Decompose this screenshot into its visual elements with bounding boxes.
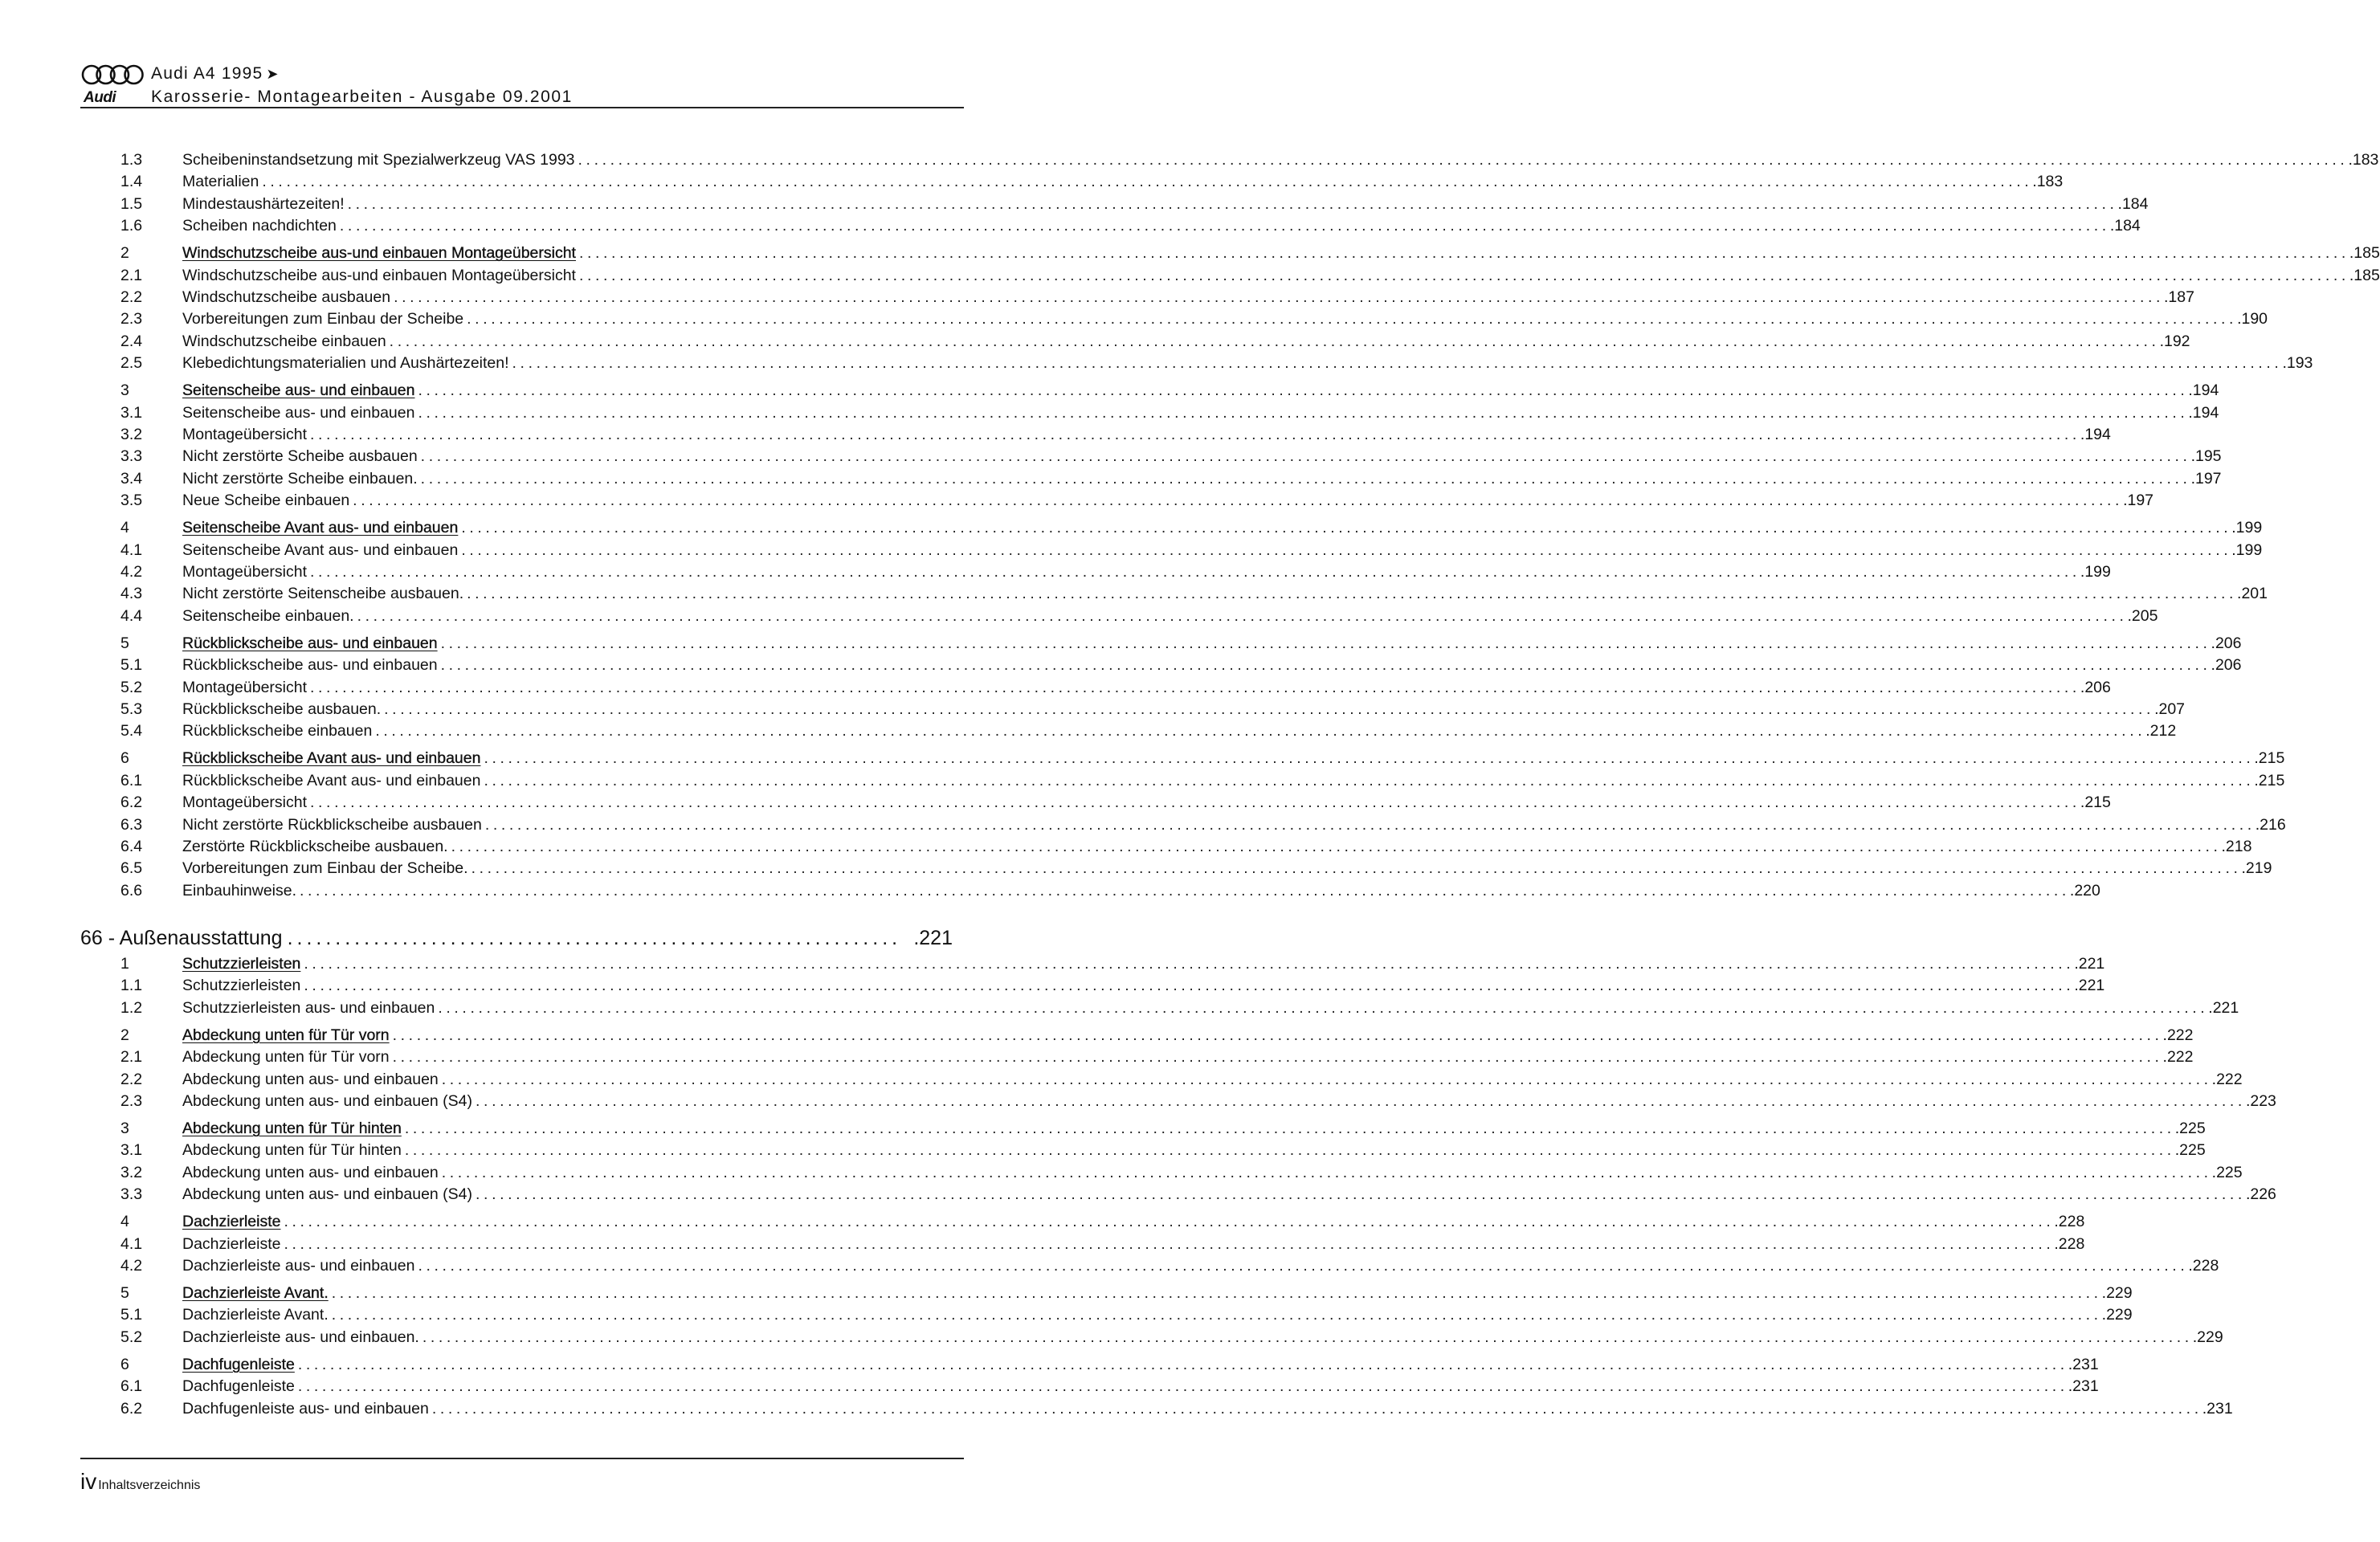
leader-dots: ............................................................................................................................................................................................................................ bbox=[389, 332, 2160, 350]
toc-entry-title: Seitenscheibe aus- und einbauen bbox=[182, 403, 415, 422]
toc-entry-page: .231 bbox=[2068, 1377, 2099, 1396]
toc-entry-row[interactable] bbox=[120, 1046, 2194, 1067]
toc-entry-number: 4.4 bbox=[120, 606, 143, 625]
leader-dots: ............................................................................................................................................................................................................................ bbox=[297, 1377, 2068, 1396]
leader-dots: ............................................................................................................................................................................................................................ bbox=[357, 606, 2128, 625]
chapter-page: .221 bbox=[913, 927, 953, 949]
toc-entry-number: 6.1 bbox=[120, 1377, 143, 1396]
toc-entry-title: Scheiben nachdichten bbox=[182, 217, 337, 235]
leader-dots: ............................................................................................................................................................................................................................ bbox=[467, 585, 2238, 603]
toc-entry-row[interactable] bbox=[120, 1184, 2276, 1205]
leader-dots: ............................................................................................................................................................................................................................ bbox=[431, 1399, 2202, 1418]
toc-entry-row[interactable] bbox=[120, 836, 2252, 857]
leader-dots: ............................................................................................................................................................................................................................ bbox=[384, 700, 2155, 718]
toc-entry-page: .231 bbox=[2068, 1355, 2099, 1373]
toc-entry-row[interactable] bbox=[120, 1327, 2223, 1348]
toc-entry-title: Abdeckung unten für Tür hinten bbox=[182, 1141, 402, 1160]
leader-dots: ............................................................................................................................................................................................................................ bbox=[422, 1328, 2193, 1346]
toc-entry-number: 2 bbox=[120, 1026, 129, 1044]
toc-entry-title: Windschutzscheibe ausbauen bbox=[182, 288, 391, 306]
leader-dots: ............................................................................................................................................................................................................................ bbox=[471, 859, 2242, 878]
audi-wordmark: Audi bbox=[84, 89, 116, 106]
toc-entry-row[interactable] bbox=[120, 770, 2285, 791]
toc-entry-row[interactable] bbox=[120, 149, 2379, 170]
toc-section-row[interactable] bbox=[120, 1118, 2206, 1139]
toc-entry-number: 2.5 bbox=[120, 354, 143, 373]
toc-section-row[interactable] bbox=[120, 1354, 2099, 1375]
toc-entry-page: .222 bbox=[2162, 1048, 2194, 1067]
toc-entry-row[interactable] bbox=[120, 265, 2380, 286]
leader-dots: ............................................................................................................................................................................................................................ bbox=[441, 1163, 2212, 1181]
leader-dots: ............................................................................................................................................................................................................................ bbox=[347, 194, 2118, 213]
toc-entry-title: Nicht zerstörte Scheibe ausbauen bbox=[182, 447, 418, 466]
toc-entry-number: 5.4 bbox=[120, 722, 143, 740]
toc-entry-page: .199 bbox=[2231, 519, 2263, 537]
leader-dots: ............................................................................................................................................................................................................................ bbox=[262, 173, 2033, 191]
leader-dots: ............................................................................................................................................................................................................................ bbox=[418, 403, 2189, 422]
toc-entry-title: Zerstörte Rückblickscheibe ausbauen. bbox=[182, 838, 448, 855]
toc-entry-row[interactable] bbox=[120, 677, 2111, 698]
toc-entry-title: Dachzierleiste bbox=[182, 1213, 281, 1231]
toc-entry-row[interactable] bbox=[120, 720, 2177, 741]
toc-entry-page: .222 bbox=[2211, 1070, 2243, 1088]
toc-entry-number: 6.4 bbox=[120, 838, 143, 855]
toc-entry-title: Dachfugenleiste aus- und einbauen bbox=[182, 1399, 429, 1418]
toc-entry-page: .215 bbox=[2080, 793, 2111, 812]
leader-dots: ............................................................................................................................................................................................................................ bbox=[284, 1234, 2055, 1253]
toc-entry-title: Rückblickscheibe Avant aus- und einbauen bbox=[182, 771, 481, 789]
toc-entry-title: Montageübersicht bbox=[182, 793, 308, 812]
toc-entry-number: 4.1 bbox=[120, 1234, 143, 1253]
toc-entry-number: 5 bbox=[120, 1284, 129, 1302]
toc-entry-row[interactable] bbox=[120, 468, 2222, 489]
toc-entry-row[interactable] bbox=[120, 1091, 2276, 1112]
toc-entry-page: .215 bbox=[2254, 771, 2285, 789]
toc-entry-page: .194 bbox=[2188, 403, 2219, 422]
toc-entry-page: .229 bbox=[2192, 1328, 2223, 1346]
toc-entry-page: .225 bbox=[2211, 1163, 2243, 1181]
toc-entry-page: .225 bbox=[2174, 1141, 2206, 1160]
toc-section-row[interactable] bbox=[120, 748, 2285, 769]
leader-dots: ............................................................................................................................................................................................................................ bbox=[440, 656, 2211, 675]
toc-entry-title: Abdeckung unten für Tür vorn bbox=[182, 1048, 390, 1067]
leader-dots: ............................................................................................................................................................................................................................ bbox=[339, 217, 2110, 235]
toc-entry-row[interactable] bbox=[120, 171, 2064, 192]
toc-entry-page: .229 bbox=[2101, 1284, 2133, 1302]
leader-dots: ............................................................................................................................................................................................................................ bbox=[476, 1185, 2246, 1204]
leader-dots: ............................................................................................................................................................................................................................ bbox=[418, 381, 2189, 400]
leader-dots: ............................................................................................................................................................................................................................ bbox=[310, 678, 2080, 696]
toc-entry-number: 2.2 bbox=[120, 1070, 143, 1088]
toc-entry-page: .201 bbox=[2237, 585, 2268, 603]
toc-entry-title: Rückblickscheibe Avant aus- und einbauen bbox=[182, 749, 481, 768]
leader-dots: ............................................................................................................................................................................................................................ bbox=[404, 1120, 2175, 1137]
toc-entry-page: .219 bbox=[2241, 859, 2272, 878]
toc-entry-number: 3.2 bbox=[120, 1163, 143, 1181]
leader-dots: ............................................................................................................................................................................................................................ bbox=[476, 1092, 2246, 1110]
toc-entry-number: 4 bbox=[120, 519, 129, 537]
toc-entry-title: Seitenscheibe Avant aus- und einbauen bbox=[182, 541, 459, 559]
leader-dots: ............................................................................................................................................................................................................................ bbox=[392, 1026, 2163, 1044]
leader-dots: ............................................................................................................................................................................................................................ bbox=[441, 1070, 2212, 1088]
toc-section-row[interactable] bbox=[120, 1283, 2133, 1303]
toc-entry-page: .184 bbox=[2117, 194, 2149, 213]
toc-entry-title: Dachzierleiste aus- und einbauen. bbox=[182, 1328, 419, 1346]
toc-entry-row[interactable] bbox=[120, 1255, 2219, 1276]
toc-entry-number: 2.1 bbox=[120, 266, 143, 284]
leader-dots: ............................................................................................................................................................................................................................ bbox=[484, 771, 2255, 789]
toc-entry-page: .221 bbox=[2208, 998, 2239, 1017]
toc-entry-title: Klebedichtungsmaterialien und Aushärtezeiten! bbox=[182, 354, 509, 373]
toc-entry-number: 5.3 bbox=[120, 700, 143, 718]
toc-entry-title: Dachzierleiste Avant. bbox=[182, 1306, 329, 1324]
leader-dots: ............................................................................................................................................................................................................................ bbox=[375, 722, 2146, 740]
toc-entry-title: Schutzzierleisten bbox=[182, 955, 301, 973]
toc-entry-number: 4.3 bbox=[120, 585, 143, 603]
toc-entry-row[interactable] bbox=[120, 1069, 2243, 1090]
toc-entry-page: .192 bbox=[2159, 332, 2190, 350]
leader-dots: ............................................................................................................................................................................................................................ bbox=[440, 634, 2211, 652]
toc-entry-title: Dachfugenleiste bbox=[182, 1377, 295, 1396]
toc-section-row[interactable] bbox=[120, 1211, 2085, 1232]
toc-section-row[interactable] bbox=[120, 517, 2263, 538]
toc-entry-title: Seitenscheibe Avant aus- und einbauen bbox=[182, 519, 459, 537]
toc-entry-row[interactable] bbox=[120, 194, 2149, 214]
toc-entry-row[interactable] bbox=[120, 446, 2222, 467]
document-subtitle: Karosserie- Montagearbeiten - Ausgabe 09.2001 bbox=[151, 88, 573, 106]
toc-entry-row[interactable] bbox=[120, 1376, 2099, 1397]
toc-entry-row[interactable] bbox=[120, 287, 2194, 308]
toc-entry-title: Nicht zerstörte Seitenscheibe ausbauen. bbox=[182, 585, 464, 603]
toc-entry-row[interactable] bbox=[120, 858, 2272, 879]
leader-dots: ............................................................................................................................................................................................................................ bbox=[353, 492, 2124, 510]
toc-section-row[interactable] bbox=[120, 1025, 2194, 1046]
toc-entry-number: 5.1 bbox=[120, 1306, 143, 1324]
toc-entry-number: 3.2 bbox=[120, 426, 143, 443]
toc-entry-number: 4.1 bbox=[120, 541, 143, 559]
toc-entry-page: .226 bbox=[2245, 1185, 2276, 1204]
toc-entry-number: 2.2 bbox=[120, 288, 143, 306]
toc-entry-row[interactable] bbox=[120, 606, 2158, 626]
toc-entry-number: 6 bbox=[120, 1355, 129, 1373]
toc-entry-page: .216 bbox=[2255, 815, 2286, 834]
toc-entry-number: 6.2 bbox=[120, 1399, 143, 1418]
toc-entry-number: 1.2 bbox=[120, 998, 143, 1017]
leader-dots: ............................................................................................................................................................................................................................ bbox=[420, 447, 2191, 466]
toc-entry-title: Abdeckung unten aus- und einbauen bbox=[182, 1070, 439, 1088]
toc-entry-page: .218 bbox=[2221, 838, 2252, 855]
toc-entry-title: Nicht zerstörte Rückblickscheibe ausbauen bbox=[182, 815, 482, 834]
toc-entry-page: .221 bbox=[2074, 977, 2105, 995]
toc-entry-number: 4.2 bbox=[120, 563, 143, 581]
toc-entry-row[interactable] bbox=[120, 792, 2111, 813]
toc-entry-number: 3.1 bbox=[120, 1141, 143, 1160]
toc-entry-title: Seitenscheibe einbauen. bbox=[182, 606, 354, 625]
toc-entry-number: 6.5 bbox=[120, 859, 143, 878]
toc-entry-number: 6.2 bbox=[120, 793, 143, 812]
leader-dots: ................................................................ bbox=[287, 927, 902, 949]
toc-entry-number: 1.6 bbox=[120, 217, 143, 235]
toc-entry-row[interactable] bbox=[120, 353, 2313, 373]
chapter-heading[interactable] bbox=[80, 924, 953, 952]
toc-entry-row[interactable] bbox=[120, 1304, 2133, 1325]
toc-entry-title: Scheibeninstandsetzung mit Spezialwerkzeug VAS 1993 bbox=[182, 151, 575, 169]
toc-entry-title: Rückblickscheibe aus- und einbauen bbox=[182, 656, 438, 675]
toc-entry-page: .183 bbox=[2032, 173, 2064, 191]
toc-entry-title: Seitenscheibe aus- und einbauen bbox=[182, 381, 415, 400]
toc-entry-number: 3.4 bbox=[120, 469, 143, 487]
toc-entry-page: .206 bbox=[2211, 634, 2242, 652]
toc-entry-row[interactable] bbox=[120, 814, 2286, 835]
toc-entry-row[interactable] bbox=[120, 540, 2263, 561]
toc-entry-row[interactable] bbox=[120, 1162, 2243, 1183]
toc-entry-title: Materialien bbox=[182, 173, 259, 191]
toc-entry-row[interactable] bbox=[120, 308, 2268, 329]
toc-entry-title: Neue Scheibe einbauen bbox=[182, 492, 350, 510]
toc-section-row[interactable] bbox=[120, 953, 2105, 974]
toc-entry-page: .221 bbox=[2074, 955, 2105, 973]
toc-entry-row[interactable] bbox=[120, 215, 2141, 236]
toc-entry-row[interactable] bbox=[120, 1234, 2085, 1254]
toc-entry-page: .194 bbox=[2188, 381, 2219, 400]
toc-entry-title: Windschutzscheibe einbauen bbox=[182, 332, 386, 350]
toc-entry-number: 4 bbox=[120, 1213, 129, 1231]
toc-entry-title: Vorbereitungen zum Einbau der Scheibe. bbox=[182, 859, 468, 878]
toc-entry-page: .199 bbox=[2080, 563, 2111, 581]
toc-entry-title: Montageübersicht bbox=[182, 563, 308, 581]
leader-dots: ............................................................................................................................................................................................................................ bbox=[438, 998, 2209, 1017]
toc-entry-title: Dachzierleiste Avant. bbox=[182, 1284, 329, 1302]
toc-entry-row[interactable] bbox=[120, 880, 2100, 901]
leader-dots: ............................................................................................................................................................................................................................ bbox=[331, 1306, 2102, 1324]
toc-entry-page: .183 bbox=[2348, 151, 2379, 169]
chapter-title: 66 - Außenausstattung bbox=[80, 927, 283, 949]
toc-entry-page: .185 bbox=[2349, 266, 2380, 284]
toc-entry-title: Rückblickscheibe aus- und einbauen bbox=[182, 634, 438, 652]
toc-entry-page: .190 bbox=[2237, 310, 2268, 328]
leader-dots: ............................................................................................................................................................................................................................ bbox=[304, 955, 2075, 973]
toc-entry-page: .212 bbox=[2145, 722, 2177, 740]
leader-dots: ............................................................................................................................................................................................................................ bbox=[392, 1048, 2163, 1067]
toc-section-row[interactable] bbox=[120, 633, 2242, 654]
toc-entry-title: Abdeckung unten für Tür hinten bbox=[182, 1120, 402, 1137]
leader-dots: ............................................................................................................................................................................................................................ bbox=[484, 815, 2255, 834]
toc-entry-page: .197 bbox=[2190, 469, 2222, 487]
toc-entry-number: 2.3 bbox=[120, 310, 143, 328]
leader-dots: ............................................................................................................................................................................................................................ bbox=[578, 151, 2349, 169]
leader-dots: ............................................................................................................................................................................................................................ bbox=[297, 1355, 2068, 1373]
toc-entry-number: 3 bbox=[120, 1120, 129, 1137]
toc-entry-number: 1.5 bbox=[120, 194, 143, 213]
toc-entry-title: Abdeckung unten aus- und einbauen (S4) bbox=[182, 1092, 473, 1110]
toc-entry-title: Nicht zerstörte Scheibe einbauen. bbox=[182, 469, 418, 487]
toc-entry-row[interactable] bbox=[120, 561, 2111, 582]
leader-dots: ............................................................................................................................................................................................................................ bbox=[404, 1141, 2175, 1160]
toc-entry-page: .228 bbox=[2054, 1234, 2085, 1253]
toc-entry-page: .225 bbox=[2174, 1120, 2206, 1137]
toc-entry-row[interactable] bbox=[120, 997, 2239, 1018]
toc-entry-page: .184 bbox=[2109, 217, 2141, 235]
toc-entry-number: 5.1 bbox=[120, 656, 143, 675]
toc-entry-title: Einbauhinweise. bbox=[182, 881, 297, 900]
leader-dots: ............................................................................................................................................................................................................................ bbox=[394, 288, 2164, 306]
toc-entry-title: Montageübersicht bbox=[182, 426, 308, 443]
leader-dots: ............................................................................................................................................................................................................................ bbox=[461, 519, 2232, 537]
arrow-right-icon: ➤ bbox=[266, 66, 280, 82]
toc-entry-page: .187 bbox=[2164, 288, 2194, 306]
document-model-line: Audi A4 1995 ➤ bbox=[151, 64, 280, 83]
leader-dots: ............................................................................................................................................................................................................................ bbox=[310, 563, 2080, 581]
toc-entry-page: .197 bbox=[2123, 492, 2154, 510]
toc-entry-number: 3.3 bbox=[120, 1185, 143, 1204]
toc-entry-page: .207 bbox=[2154, 700, 2186, 718]
toc-entry-row[interactable] bbox=[120, 331, 2190, 352]
toc-entry-page: .206 bbox=[2080, 678, 2111, 696]
page-number: iv bbox=[80, 1469, 97, 1494]
leader-dots: ............................................................................................................................................................................................................................ bbox=[578, 244, 2349, 263]
toc-entry-page: .195 bbox=[2190, 447, 2222, 466]
toc-entry-title: Vorbereitungen zum Einbau der Scheibe bbox=[182, 310, 464, 328]
toc-entry-row[interactable] bbox=[120, 424, 2111, 445]
toc-entry-page: .185 bbox=[2349, 244, 2380, 263]
leader-dots: ............................................................................................................................................................................................................................ bbox=[512, 354, 2283, 373]
toc-entry-page: .199 bbox=[2231, 541, 2263, 559]
leader-dots: ............................................................................................................................................................................................................................ bbox=[331, 1284, 2102, 1302]
toc-entry-number: 5.2 bbox=[120, 678, 143, 696]
toc-entry-page: .194 bbox=[2080, 426, 2111, 443]
toc-entry-page: .228 bbox=[2054, 1213, 2085, 1231]
toc-entry-title: Abdeckung unten für Tür vorn bbox=[182, 1026, 390, 1044]
toc-entry-number: 3.5 bbox=[120, 492, 143, 510]
toc-section-row[interactable] bbox=[120, 243, 2380, 263]
toc-entry-number: 3.3 bbox=[120, 447, 143, 466]
toc-entry-row[interactable] bbox=[120, 583, 2268, 604]
toc-entry-page: .228 bbox=[2188, 1257, 2219, 1275]
toc-entry-page: .222 bbox=[2162, 1026, 2194, 1044]
toc-entry-row[interactable] bbox=[120, 975, 2105, 996]
toc-entry-page: .223 bbox=[2245, 1092, 2276, 1110]
toc-entry-number: 4.2 bbox=[120, 1257, 143, 1275]
toc-entry-number: 6.1 bbox=[120, 771, 143, 789]
leader-dots: ............................................................................................................................................................................................................................ bbox=[578, 266, 2349, 284]
toc-entry-page: .205 bbox=[2127, 606, 2158, 625]
toc-entry-number: 6 bbox=[120, 749, 129, 768]
leader-dots: ............................................................................................................................................................................................................................ bbox=[304, 977, 2075, 995]
toc-entry-number: 2.3 bbox=[120, 1092, 143, 1110]
toc-entry-number: 1.1 bbox=[120, 977, 143, 995]
leader-dots: ............................................................................................................................................................................................................................ bbox=[418, 1257, 2189, 1275]
toc-entry-number: 3 bbox=[120, 381, 129, 400]
toc-entry-number: 5.2 bbox=[120, 1328, 143, 1346]
toc-entry-page: .231 bbox=[2202, 1399, 2233, 1418]
toc-entry-number: 3.1 bbox=[120, 403, 143, 422]
toc-entry-page: .206 bbox=[2211, 656, 2242, 675]
toc-entry-number: 1.4 bbox=[120, 173, 143, 191]
leader-dots: ............................................................................................................................................................................................................................ bbox=[310, 793, 2080, 812]
toc-entry-number: 1.3 bbox=[120, 151, 143, 169]
page-footer bbox=[80, 1469, 200, 1495]
toc-entry-number: 2 bbox=[120, 244, 129, 263]
toc-entry-row[interactable] bbox=[120, 1398, 2233, 1419]
toc-entry-number: 2.1 bbox=[120, 1048, 143, 1067]
toc-entry-title: Windschutzscheibe aus-und einbauen Montageübersicht bbox=[182, 266, 576, 284]
toc-entry-title: Rückblickscheibe ausbauen. bbox=[182, 700, 382, 718]
leader-dots: ............................................................................................................................................................................................................................ bbox=[284, 1213, 2055, 1231]
toc-entry-row[interactable] bbox=[120, 490, 2154, 511]
leader-dots: ............................................................................................................................................................................................................................ bbox=[484, 749, 2255, 768]
leader-dots: ............................................................................................................................................................................................................................ bbox=[420, 469, 2191, 487]
toc-section-row[interactable] bbox=[120, 380, 2219, 401]
leader-dots: ............................................................................................................................................................................................................................ bbox=[310, 426, 2080, 443]
toc-entry-title: Dachfugenleiste bbox=[182, 1355, 295, 1373]
footer-label: Inhaltsverzeichnis bbox=[98, 1479, 201, 1492]
toc-entry-row[interactable] bbox=[120, 655, 2242, 675]
toc-entry-title: Montageübersicht bbox=[182, 678, 308, 696]
toc-entry-page: .220 bbox=[2069, 881, 2100, 900]
leader-dots: ............................................................................................................................................................................................................................ bbox=[461, 541, 2232, 559]
toc-entry-title: Abdeckung unten aus- und einbauen (S4) bbox=[182, 1185, 473, 1204]
toc-entry-title: Rückblickscheibe einbauen bbox=[182, 722, 373, 740]
toc-entry-title: Dachzierleiste bbox=[182, 1234, 281, 1253]
toc-entry-title: Abdeckung unten aus- und einbauen bbox=[182, 1163, 439, 1181]
footer-divider bbox=[80, 1458, 964, 1459]
toc-entry-row[interactable] bbox=[120, 1140, 2206, 1161]
toc-entry-row[interactable] bbox=[120, 402, 2219, 423]
leader-dots: ............................................................................................................................................................................................................................ bbox=[451, 838, 2222, 855]
toc-entry-number: 6.6 bbox=[120, 881, 143, 900]
toc-entry-number: 6.3 bbox=[120, 815, 143, 834]
toc-entry-page: .193 bbox=[2282, 354, 2313, 373]
toc-entry-page: .215 bbox=[2254, 749, 2285, 768]
toc-entry-number: 2.4 bbox=[120, 332, 143, 350]
leader-dots: ............................................................................................................................................................................................................................ bbox=[467, 310, 2238, 328]
leader-dots: ............................................................................................................................................................................................................................ bbox=[300, 881, 2070, 900]
toc-entry-row[interactable] bbox=[120, 699, 2186, 720]
toc-entry-title: Dachzierleiste aus- und einbauen bbox=[182, 1257, 415, 1275]
toc-entry-title: Windschutzscheibe aus-und einbauen Montageübersicht bbox=[182, 244, 576, 263]
toc-entry-number: 1 bbox=[120, 955, 129, 973]
toc-entry-title: Mindestaushärtezeiten! bbox=[182, 194, 345, 213]
toc-entry-number: 5 bbox=[120, 634, 129, 652]
toc-entry-page: .229 bbox=[2101, 1306, 2133, 1324]
toc-entry-title: Schutzzierleisten bbox=[182, 977, 301, 995]
toc-entry-title: Schutzzierleisten aus- und einbauen bbox=[182, 998, 435, 1017]
